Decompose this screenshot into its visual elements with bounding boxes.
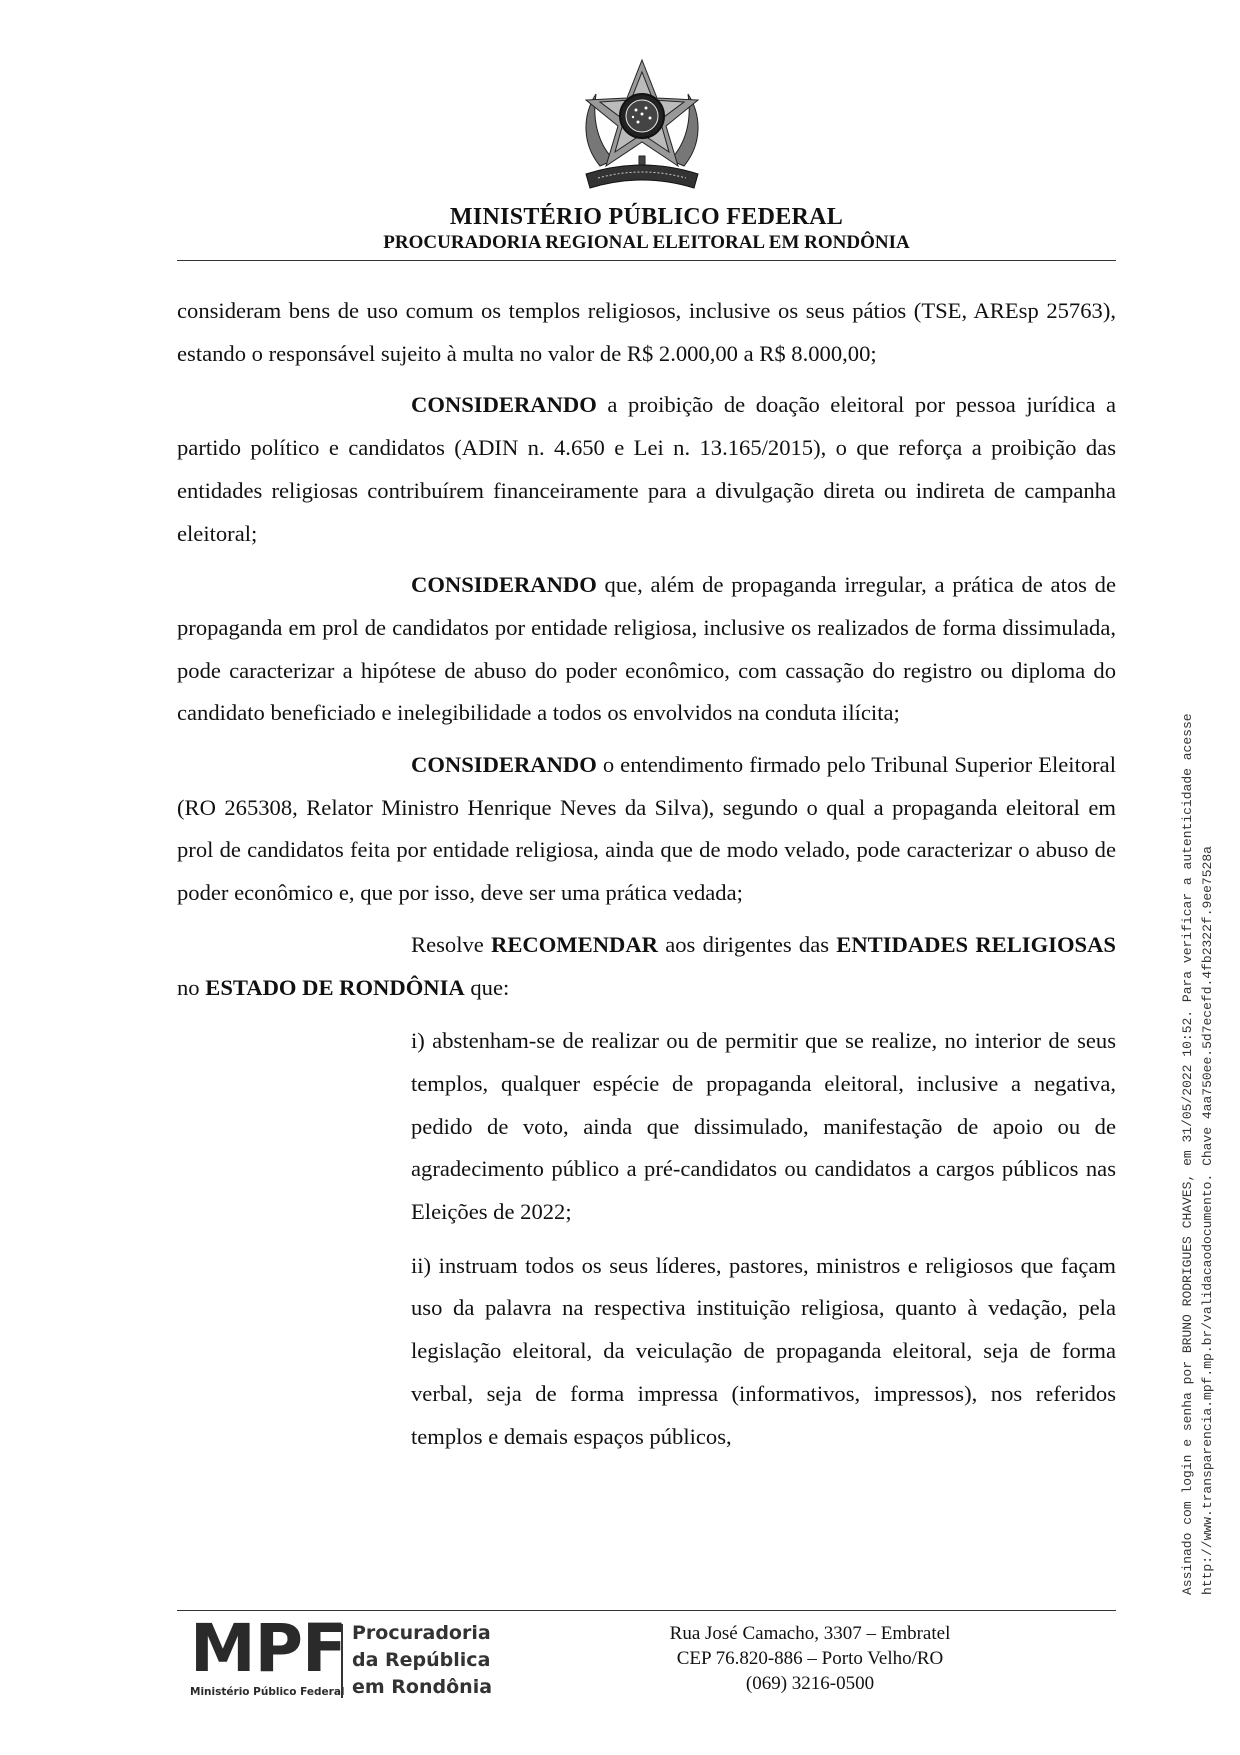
address-postal: CEP 76.820-886 – Porto Velho/RO xyxy=(676,1648,944,1669)
logo-line: Procuradoria xyxy=(352,1622,491,1644)
logo-unit-name xyxy=(352,1620,492,1701)
logo-divider xyxy=(341,1624,343,1698)
entidades-label: ENTIDADES RELIGIOSAS xyxy=(836,931,1116,957)
address-phone: (069) 3216-0500 xyxy=(745,1673,875,1694)
header-divider xyxy=(177,260,1116,261)
verification-url-line: http://www.transparencia.mpf.mp.br/validacaodocumento. Chave 4aa750ee.5d7ecefd.4fb2322f.9ee7528a xyxy=(1200,846,1215,1595)
address-street: Rua José Camacho, 3307 – Embratel xyxy=(669,1623,951,1644)
paragraph-considerando-1 xyxy=(177,384,1116,555)
considerando-lead: CONSIDERANDO xyxy=(411,392,597,418)
mpf-logo-letters: MPF xyxy=(190,1610,347,1687)
considerando-lead: CONSIDERANDO xyxy=(411,752,597,778)
mpf-logo-caption: Ministério Público Federal xyxy=(190,1686,345,1698)
mpf-logo xyxy=(190,1610,510,1704)
recommendation-item-i: i) abstenham-se de realizar ou de permitir que se realize, no interior de seus templos, qualquer espécie de propaganda eleitoral, inclusive a negativa, pedido de voto, ainda que dissimulado, manifestação de apoio ou de agradecimento público a pré-candidatos ou candidatos a cargos públicos nas Eleições de 2022; xyxy=(411,1028,1116,1225)
footer-address xyxy=(630,1621,990,1696)
paragraph-text: a proibição de doação eleitoral por pessoa jurídica a partido político e candidatos (ADIN n. 4.650 e Lei n. 13.165/2015), o que reforça a proibição das entidades religiosas contribuírem financeiramente para a divulgação direta ou indireta de campanha eleitoral; xyxy=(177,392,1116,546)
resolve-text: Resolve xyxy=(411,931,492,957)
organization-name: MINISTÉRIO PÚBLICO FEDERAL xyxy=(449,204,844,230)
paragraph-text: o entendimento firmado pelo Tribunal Superior Eleitoral (RO 265308, Relator Ministro Henrique Neves da Silva), segundo o qual a propaganda eleitoral em prol de candidatos feita por entidade religiosa, ainda que de modo velado, pode caracterizar o abuso de poder econômico e, que por isso, deve ser uma prática vedada; xyxy=(177,752,1116,906)
recommendation-item-ii: ii) instruam todos os seus líderes, pastores, ministros e religiosos que façam uso da palavra na respectiva instituição religiosa, quanto à vedação, pela legislação eleitoral, da veiculação de propaganda eleitoral, seja de forma verbal, seja de forma impressa (informativos, impressos), nos referidos templos e demais espaços públicos, xyxy=(411,1252,1116,1449)
signature-line: Assinado com login e senha por BRUNO RODRIGUES CHAVES, em 31/05/2022 10:52. Para verificar a autenticidade acesse xyxy=(1180,713,1195,1595)
organization-subtitle: PROCURADORIA REGIONAL ELEITORAL EM RONDÔNIA xyxy=(383,232,910,253)
paragraph-resolve xyxy=(177,924,1116,1009)
considerando-lead: CONSIDERANDO xyxy=(411,572,597,598)
signature-stamp xyxy=(1178,713,1218,1595)
paragraph-considerando-3 xyxy=(177,744,1116,915)
brazil-coat-of-arms-icon xyxy=(578,56,706,196)
resolve-text: aos dirigentes das xyxy=(657,931,837,957)
document-body xyxy=(177,290,1116,1458)
paragraph-text: que, além de propaganda irregular, a prática de atos de propaganda em prol de candidatos por entidade religiosa, inclusive os realizados de forma dissimulada, pode caracterizar a hipótese de abuso do poder econômico, com cassação do registro ou diploma do candidato beneficiado e inelegibilidade a todos os envolvidos na conduta ilícita; xyxy=(177,572,1116,726)
logo-line: em Rondônia xyxy=(352,1676,493,1698)
logo-line: da República xyxy=(352,1649,491,1671)
paragraph-continuation: consideram bens de uso comum os templos religiosos, inclusive os seus pátios (TSE, AREsp 25763), estando o responsável sujeito à multa no valor de R$ 2.000,00 a R$ 8.000,00; xyxy=(177,298,1116,366)
recomendar-label: RECOMENDAR xyxy=(491,931,658,957)
resolve-text: no xyxy=(177,974,206,1000)
paragraph-considerando-2 xyxy=(177,564,1116,735)
resolve-text: que: xyxy=(464,974,510,1000)
estado-label: ESTADO DE RONDÔNIA xyxy=(205,974,465,1000)
